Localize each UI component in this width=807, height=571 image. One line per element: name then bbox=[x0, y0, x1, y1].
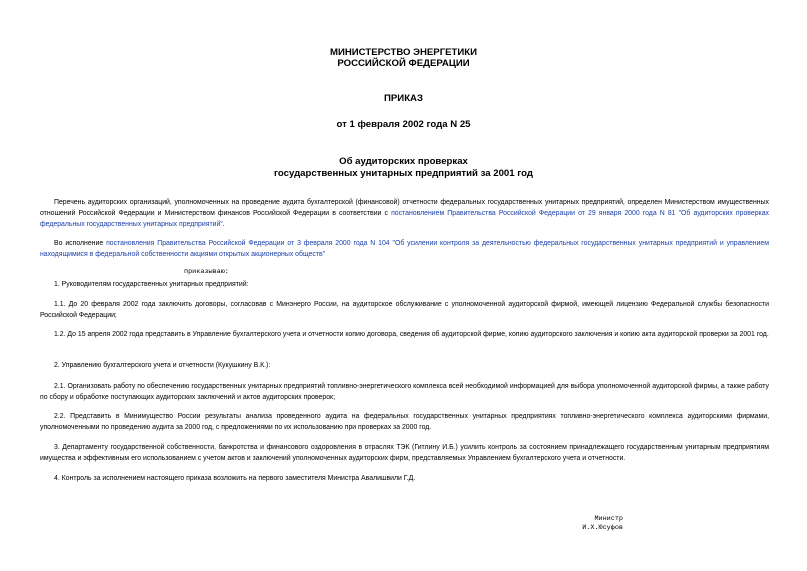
signature-position: Министр bbox=[594, 515, 623, 523]
order-item-1-1: 1.1. До 20 февраля 2002 года заключить договоры, согласовав с Минэнерго России, на аудиторское обслуживание с уполномоченной аудиторской фирмой, имеющей лицензию Федеральной службы безопасности Российской Федерации; bbox=[40, 301, 769, 319]
order-item-1-2: 1.2. До 15 апреля 2002 года представить в Управление бухгалтерского учета и отчетности копию договора, сведения об аудиторской фирме, копию аудиторского заключения и копию акта аудиторской проверки за 2001 год. bbox=[54, 331, 769, 338]
order-item-2-1: 2.1. Организовать работу по обеспечению государственных унитарных предприятий топливно-энергетического комплекса всей необходимой информацией для выбора уполномоченной аудиторской фирмы, а также работу по сбору и обработке поступающих аудиторских заключений и актов аудиторских проверок; bbox=[40, 383, 769, 401]
document-title-line1: Об аудиторских проверках bbox=[339, 156, 468, 167]
order-item-1: 1. Руководителям государственных унитарных предприятий: bbox=[54, 281, 249, 288]
order-item-2: 2. Управлению бухгалтерского учета и отчетности (Кукушкину В.К.): bbox=[54, 362, 271, 369]
ministry-name-line2: РОССИЙСКОЙ ФЕДЕРАЦИИ bbox=[337, 58, 470, 69]
paragraph-preamble: Перечень аудиторских организаций, уполномоченных на проведение аудита бухгалтерской (финансовой) отчетности федеральных государственных унитарных предприятий, определен Министерством имущественных отношений Российской Федерации и Министерством финансов Российской Федерации в соответствии с постановлением Правительства Российской Федерации от 29 января 2000 года N 81 "Об аудиторских проверках федеральных государственных унитарных предприятий". bbox=[40, 199, 769, 228]
document-date: от 1 февраля 2002 года N 25 bbox=[336, 119, 471, 130]
order-word-prikazyvayu: приказываю: bbox=[184, 268, 229, 276]
document-title-line2: государственных унитарных предприятий за 2001 год bbox=[274, 168, 533, 179]
link-government-decree-81[interactable]: постановлением Правительства Российской Федерации от 29 января 2000 года N 81 "Об аудиторских проверках федеральных государственных унитарных предприятий" bbox=[40, 210, 769, 228]
order-item-2-2: 2.2. Представить в Минимущество России результаты анализа проведенного аудита на федеральных государственных унитарных предприятиях топливно-энергетического комплекса аудиторскими фирмами, уполномоченными по проведению аудита за 2000 год, с предложениями по их использованию при проверках за 2000 год. bbox=[40, 413, 769, 431]
order-item-4: 4. Контроль за исполнением настоящего приказа возложить на первого заместителя Министра Авалишвили Г.Д. bbox=[54, 475, 416, 482]
paragraph-fulfilment: Во исполнение постановления Правительства Российской Федерации от 3 февраля 2000 года N 104 "Об усилении контроля за деятельностью федеральных государственных унитарных предприятий и управлением находящимися в федеральной собственности акциями открытых акционерных обществ" bbox=[40, 240, 769, 258]
signature-name: И.Х.Юсуфов bbox=[582, 524, 623, 532]
link-government-decree-104[interactable]: постановления Правительства Российской Федерации от 3 февраля 2000 года N 104 "Об усилении контроля за деятельностью федеральных государственных унитарных предприятий и управлением находящимися в федеральной собственности акциями открытых акционерных обществ" bbox=[40, 240, 769, 258]
ministry-name-line1: МИНИСТЕРСТВО ЭНЕРГЕТИКИ bbox=[329, 47, 478, 58]
order-item-3: 3. Департаменту государственной собственности, банкротства и финансового оздоровления в отраслях ТЭК (Гитлину И.Б.) усилить контроль за состоянием принадлежащего государственным унитарным предприятиям имущества и эффективным его использованием с учетом актов и заключений уполномоченных аудиторских фирм, представляемых Управлением бухгалтерского учета и отчетности. bbox=[40, 444, 769, 462]
document-type: ПРИКАЗ bbox=[384, 93, 423, 104]
